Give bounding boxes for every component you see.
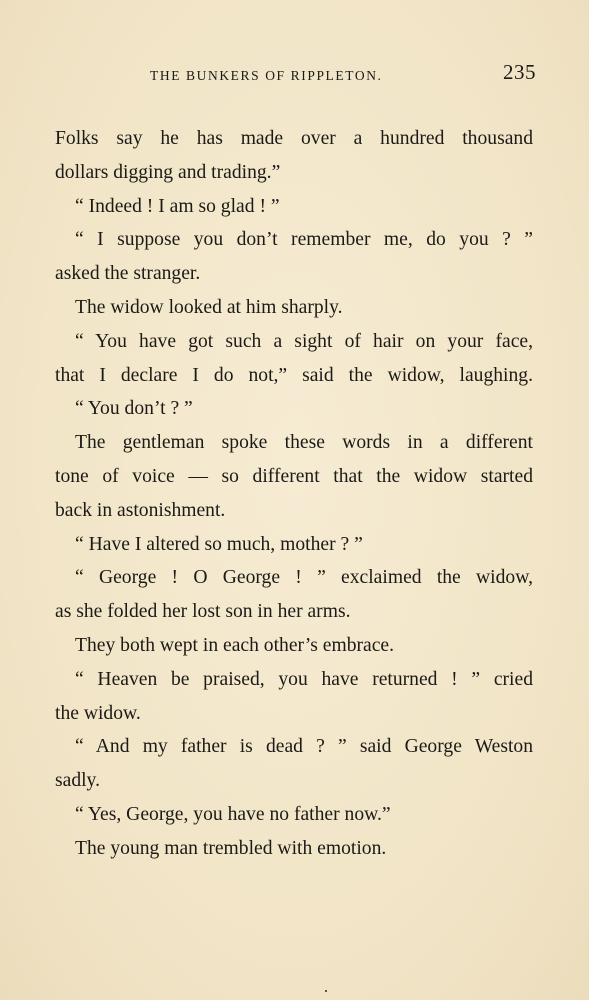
text-line: “ You don’t ? ” [75, 398, 193, 420]
print-speck [325, 990, 327, 992]
text-line: “ Heaven be praised, you have returned ! ” cried [75, 668, 533, 690]
text-line: “ I suppose you don’t remember me, do you ? ” [75, 229, 533, 251]
text-line: “ And my father is dead ? ” said George Weston [75, 736, 533, 758]
text-line: “ Have I altered so much, mother ? ” [75, 533, 363, 555]
text-line: “ Indeed ! I am so glad ! ” [75, 195, 280, 217]
body-text [55, 122, 533, 866]
text-line: back in astonishment. [55, 499, 226, 521]
running-head: THE BUNKERS OF RIPPLETON. [150, 68, 383, 83]
text-line: tone of voice — so different that the widow started [55, 465, 533, 487]
text-line: “ George ! O George ! ” exclaimed the widow, [75, 567, 533, 589]
text-line: “ You have got such a sight of hair on your face, [75, 330, 533, 352]
text-line: as she folded her lost son in her arms. [55, 601, 351, 623]
text-line: The young man trembled with emotion. [75, 837, 387, 859]
text-line: Folks say he has made over a hundred thousand [55, 128, 533, 149]
text-line: The gentleman spoke these words in a different [75, 432, 533, 454]
text-line: sadly. [55, 770, 100, 792]
text-line: that I declare I do not,” said the widow, laughing. [55, 364, 533, 386]
text-line: dollars digging and trading.” [55, 161, 281, 183]
text-line: The widow looked at him sharply. [75, 296, 343, 318]
page-number: 235 [503, 60, 536, 84]
text-line: asked the stranger. [55, 263, 201, 285]
text-line: “ Yes, George, you have no father now.” [75, 803, 391, 825]
text-line: They both wept in each other’s embrace. [75, 634, 395, 656]
text-line: the widow. [55, 702, 141, 724]
